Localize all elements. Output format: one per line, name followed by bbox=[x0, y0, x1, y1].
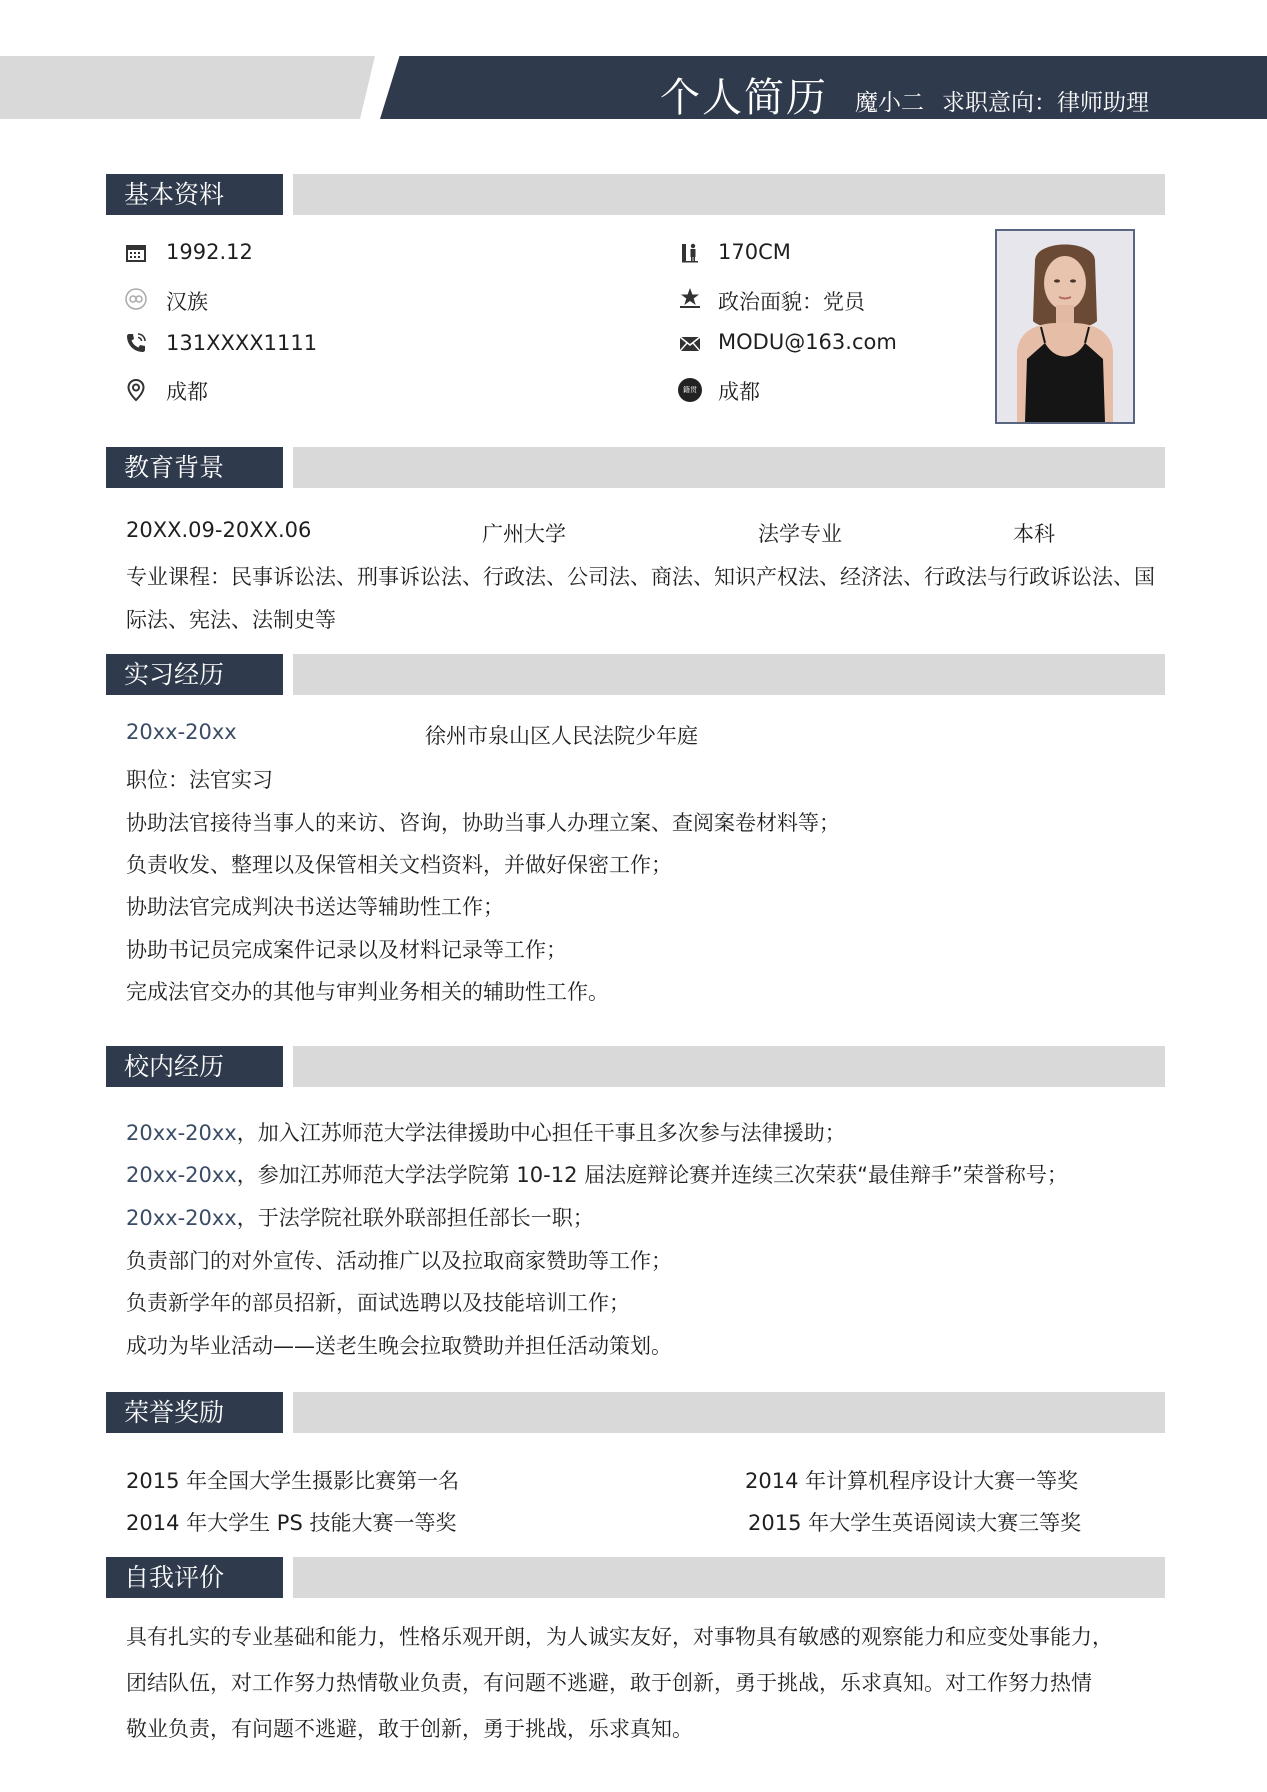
profile-photo bbox=[995, 229, 1135, 424]
header-banner-left bbox=[0, 56, 375, 119]
section-bar-internship bbox=[293, 654, 1165, 695]
job-objective: 求职意向：律师助理 bbox=[942, 90, 1149, 116]
campus-item-period: 20xx-20xx bbox=[126, 1206, 237, 1230]
internship-duty: 完成法官交办的其他与审判业务相关的辅助性工作。 bbox=[126, 980, 609, 1004]
candidate-name: 魔小二 bbox=[855, 90, 924, 116]
internship-organization: 徐州市泉山区人民法院少年庭 bbox=[425, 724, 698, 748]
party-star-icon bbox=[678, 286, 702, 310]
education-school: 广州大学 bbox=[482, 522, 566, 546]
campus-item-text: ，于法学院社联外联部担任部长一职； bbox=[236, 1206, 594, 1230]
honor-item: 2014 年大学生 PS 技能大赛一等奖 bbox=[126, 1511, 457, 1535]
self-evaluation-line: 团结队伍，对工作努力热情敬业负责，有问题不逃避，敢于创新，勇于挑战，乐求真知。对工作努力热情 bbox=[126, 1671, 1092, 1695]
campus-item bbox=[126, 1159, 1068, 1189]
phone: 131XXXX1111 bbox=[166, 331, 318, 355]
campus-line: 负责新学年的部员招新，面试选聘以及技能培训工作； bbox=[126, 1291, 630, 1315]
native-place: 成都 bbox=[718, 380, 760, 404]
section-bar-basic bbox=[293, 174, 1165, 215]
email-icon bbox=[678, 332, 702, 356]
internship-role: 职位：法官实习 bbox=[126, 768, 273, 792]
campus-item-period: 20xx-20xx bbox=[126, 1121, 237, 1145]
page-title: 个人简历 bbox=[660, 75, 828, 121]
internship-duty: 负责收发、整理以及保管相关文档资料，并做好保密工作； bbox=[126, 853, 672, 877]
internship-period: 20xx-20xx bbox=[126, 720, 237, 744]
section-title-basic: 基本资料 bbox=[106, 174, 283, 215]
section-bar-self-evaluation bbox=[293, 1557, 1165, 1598]
internship-duty: 协助法官接待当事人的来访、咨询，协助当事人办理立案、查阅案卷材料等； bbox=[126, 811, 840, 835]
education-courses-line-1: 专业课程：民事诉讼法、刑事诉讼法、行政法、公司法、商法、知识产权法、经济法、行政法与行政诉讼法、国 bbox=[126, 565, 1155, 589]
height-icon bbox=[678, 241, 702, 265]
honor-item: 2015 年全国大学生摄影比赛第一名 bbox=[126, 1469, 460, 1493]
section-bar-campus bbox=[293, 1046, 1165, 1087]
campus-line: 成功为毕业活动——送老生晚会拉取赞助并担任活动策划。 bbox=[126, 1334, 672, 1358]
honor-item: 2014 年计算机程序设计大赛一等奖 bbox=[745, 1469, 1079, 1493]
ethnicity-icon bbox=[124, 287, 148, 311]
calendar-icon bbox=[124, 241, 148, 265]
campus-item bbox=[126, 1202, 594, 1232]
internship-duty: 协助法官完成判决书送达等辅助性工作； bbox=[126, 895, 504, 919]
section-bar-education bbox=[293, 447, 1165, 488]
self-evaluation-line: 具有扎实的专业基础和能力，性格乐观开朗，为人诚实友好，对事物具有敏感的观察能力和应变处事能力， bbox=[126, 1625, 1113, 1649]
campus-item-text: ，参加江苏师范大学法学院第 10-12 届法庭辩论赛并连续三次荣获“最佳辩手”荣誉称号； bbox=[236, 1163, 1068, 1187]
section-title-campus: 校内经历 bbox=[106, 1046, 283, 1087]
email: MODU@163.com bbox=[718, 330, 897, 354]
location: 成都 bbox=[166, 380, 208, 404]
height: 170CM bbox=[718, 240, 791, 264]
honor-item: 2015 年大学生英语阅读大赛三等奖 bbox=[748, 1511, 1082, 1535]
section-title-honors: 荣誉奖励 bbox=[106, 1392, 283, 1433]
self-evaluation-line: 敬业负责，有问题不逃避，敢于创新，勇于挑战，乐求真知。 bbox=[126, 1717, 693, 1741]
phone-icon bbox=[124, 331, 148, 355]
education-period: 20XX.09-20XX.06 bbox=[126, 518, 312, 542]
education-degree: 本科 bbox=[1013, 522, 1055, 546]
location-pin-icon bbox=[124, 378, 148, 402]
political-status: 政治面貌：党员 bbox=[718, 290, 865, 314]
campus-item-period: 20xx-20xx bbox=[126, 1163, 237, 1187]
native-place-icon: 籍贯 bbox=[678, 378, 702, 402]
internship-duty: 协助书记员完成案件记录以及材料记录等工作； bbox=[126, 938, 567, 962]
section-title-self-evaluation: 自我评价 bbox=[106, 1557, 283, 1598]
section-title-education: 教育背景 bbox=[106, 447, 283, 488]
campus-item-text: ，加入江苏师范大学法律援助中心担任干事且多次参与法律援助； bbox=[236, 1121, 846, 1145]
header-subtitle bbox=[855, 84, 1167, 117]
education-courses-line-2: 际法、宪法、法制史等 bbox=[126, 608, 336, 632]
campus-item bbox=[126, 1117, 846, 1147]
birth-date: 1992.12 bbox=[166, 240, 253, 264]
ethnicity: 汉族 bbox=[166, 290, 208, 314]
section-bar-honors bbox=[293, 1392, 1165, 1433]
section-title-internship: 实习经历 bbox=[106, 654, 283, 695]
education-major: 法学专业 bbox=[758, 522, 842, 546]
campus-line: 负责部门的对外宣传、活动推广以及拉取商家赞助等工作； bbox=[126, 1249, 672, 1273]
